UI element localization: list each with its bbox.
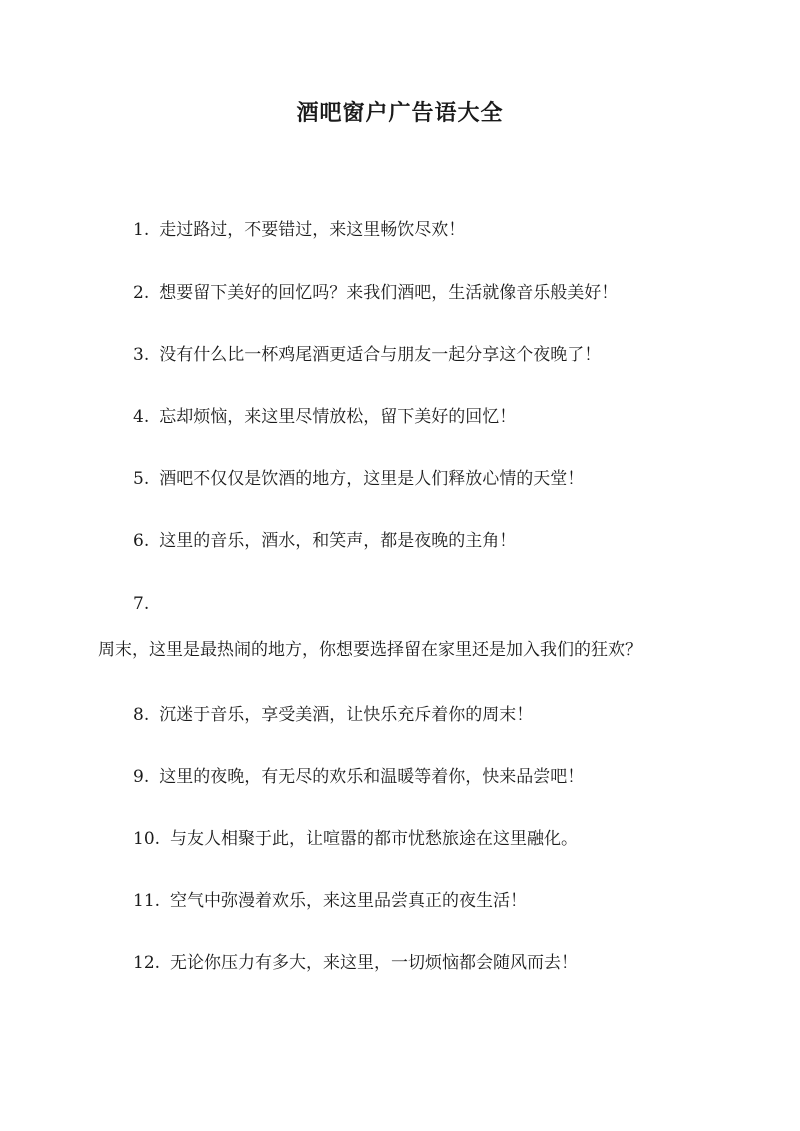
item-text: 酒吧不仅仅是饮酒的地方，这里是人们释放心情的天堂！	[159, 469, 585, 489]
item-text: 忘却烦恼，来这里尽情放松，留下美好的回忆！	[159, 407, 517, 427]
item-text: 与友人相聚于此，让喧嚣的都市忧愁旅途在这里融化。	[170, 829, 579, 849]
list-item-3	[133, 343, 601, 367]
list-item-4	[133, 405, 516, 429]
item-number: 4.	[133, 407, 150, 427]
item-text: 想要留下美好的回忆吗？来我们酒吧，生活就像音乐般美好！	[159, 283, 619, 303]
list-item-9	[133, 765, 584, 789]
item-number: 3.	[133, 345, 150, 365]
item-text: 这里的音乐，酒水，和笑声，都是夜晚的主角！	[159, 531, 517, 551]
item-text: 无论你压力有多大，来这里，一切烦恼都会随风而去！	[170, 953, 579, 973]
item-text: 这里的夜晚，有无尽的欢乐和温暖等着你，快来品尝吧！	[159, 767, 585, 787]
item-number: 1.	[133, 220, 150, 240]
list-item-12	[133, 951, 578, 975]
item-text: 沉迷于音乐，享受美酒，让快乐充斥着你的周末！	[159, 705, 534, 725]
item-number: 6.	[133, 531, 150, 551]
item-text: 没有什么比一杯鸡尾酒更适合与朋友一起分享这个夜晚了！	[159, 345, 602, 365]
list-item-7-text: 周末，这里是最热闹的地方，你想要选择留在家里还是加入我们的狂欢？	[98, 640, 642, 660]
list-item-5	[133, 467, 584, 491]
list-item-10	[133, 827, 578, 851]
page-title: 酒吧窗户广告语大全	[296, 100, 504, 126]
item-number: 8.	[133, 705, 150, 725]
item-text: 空气中弥漫着欢乐，来这里品尝真正的夜生活！	[170, 891, 528, 911]
item-number: 10.	[133, 829, 161, 849]
item-text: 走过路过，不要错过，来这里畅饮尽欢！	[159, 220, 466, 240]
item-number: 12.	[133, 953, 161, 973]
list-item-7-number: 7.	[133, 594, 150, 614]
list-item-8	[133, 703, 533, 727]
item-number: 5.	[133, 469, 150, 489]
list-item-1	[133, 218, 465, 242]
item-number: 2.	[133, 283, 150, 303]
item-number: 9.	[133, 767, 150, 787]
list-item-6	[133, 529, 516, 553]
list-item-11	[133, 889, 527, 913]
list-item-2	[133, 281, 618, 305]
item-number: 11.	[133, 891, 161, 911]
